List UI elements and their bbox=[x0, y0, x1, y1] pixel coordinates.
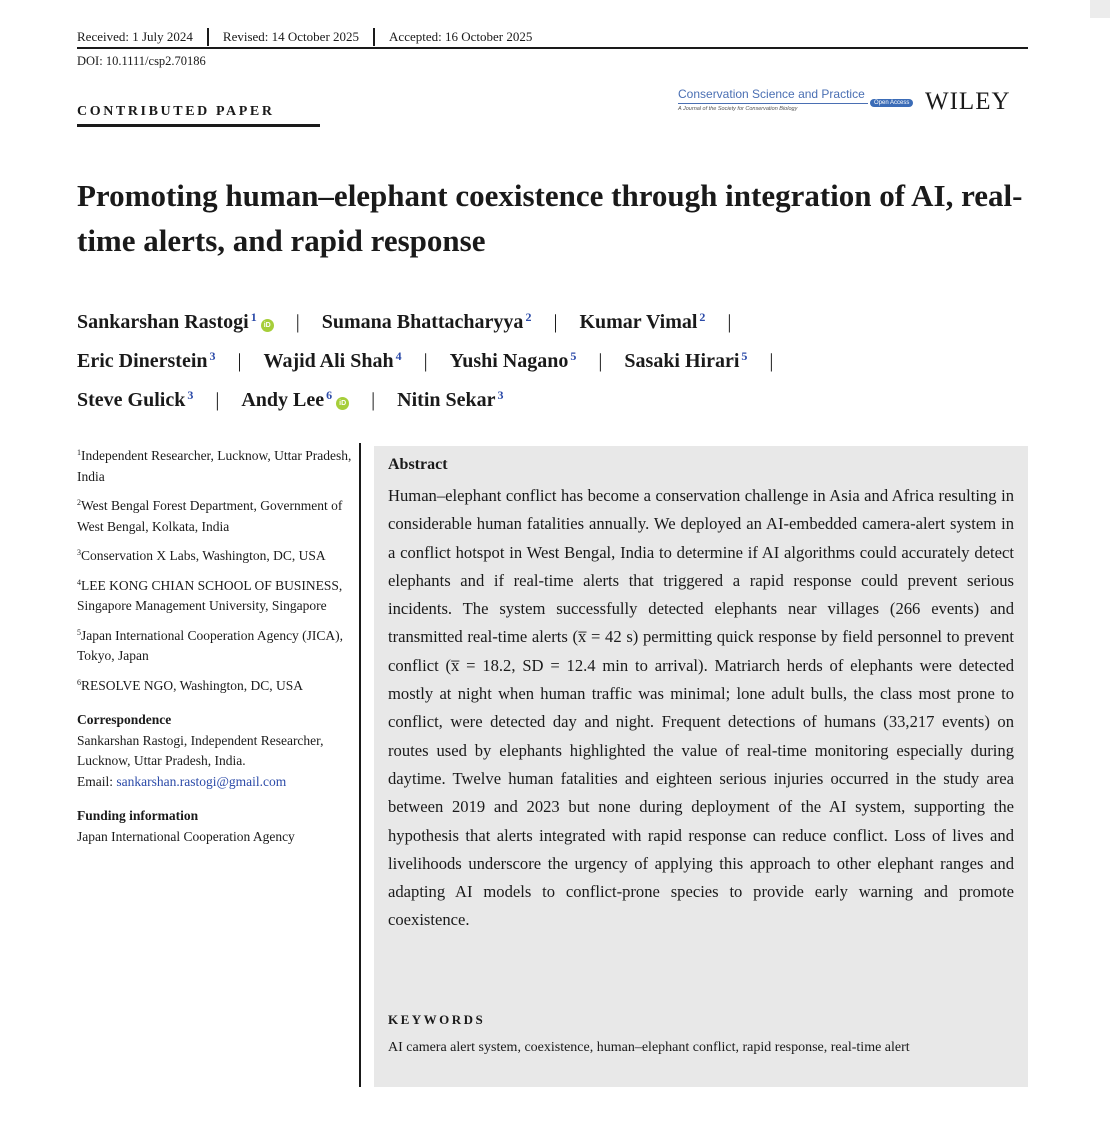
author[interactable]: Eric Dinerstein $^3$ bbox=[77, 349, 216, 372]
author-separator: | bbox=[371, 389, 376, 411]
abstract-box bbox=[374, 446, 1028, 1087]
affiliation: $^5$Japan International Cooperation Agency (JICA), Tokyo, Japan bbox=[77, 627, 344, 663]
affiliation: $^3$Conservation X Labs, Washington, DC, USA bbox=[77, 548, 326, 563]
publisher-logo: WILEY bbox=[925, 88, 1011, 115]
author-separator: | bbox=[423, 350, 428, 372]
author[interactable]: Steve Gulick $^3$ bbox=[77, 388, 194, 411]
received-date: Received: 1 July 2024 bbox=[77, 29, 193, 44]
revised-date: Revised: 14 October 2025 bbox=[222, 29, 360, 44]
open-access-badge: Open Access bbox=[870, 99, 913, 107]
affiliation: $^1$Independent Researcher, Lucknow, Uttar Pradesh, India bbox=[77, 448, 352, 484]
author-line bbox=[77, 339, 1037, 378]
doi[interactable]: DOI: 10.1111/csp2.70186 bbox=[77, 54, 206, 68]
author-line bbox=[77, 378, 1037, 417]
author-separator: | bbox=[598, 350, 603, 372]
author-line bbox=[77, 300, 1037, 339]
affiliation: $^4$LEE KONG CHIAN SCHOOL OF BUSINESS, Singapore Management University, Singapore bbox=[77, 577, 343, 613]
author-separator: | bbox=[769, 350, 774, 372]
funding-heading: Funding information bbox=[77, 808, 199, 823]
paper-type-underline bbox=[77, 124, 320, 127]
journal-name: Conservation Science and Practice bbox=[678, 87, 865, 101]
author-list bbox=[77, 300, 1037, 417]
left-column bbox=[77, 443, 352, 847]
author[interactable]: Sasaki Hirari $^5$ bbox=[624, 349, 748, 372]
journal-logo bbox=[678, 87, 908, 119]
correspondence-email-line bbox=[77, 772, 352, 793]
author[interactable]: Yushi Nagano $^5$ bbox=[449, 349, 577, 372]
abstract-heading: Abstract bbox=[388, 456, 448, 473]
abstract-text: Human–elephant conflict has become a conservation challenge in Asia and Africa resulting in considerable human fatalities annually. We deployed an AI-embedded camera-alert system in a conflict hotspot in West Bengal, India to determine if AI algorithms could accurately detect elephants and if real-time alerts that triggered a rapid response could prevent serious incidents. The system successfully detected elephants near villages (266 events) and transmitted real-time alerts (x̅ = 42 s) permitting quick response by field personnel to prevent conflict (x̅ = 18.2, SD = 12.4 min to arrival). Matriarch herds of elephants were detected mostly at night when human traffic was minimal; lone adult bulls, the class most prone to conflict, were detected day and night. Frequent detections of humans (33,217 events) on routes used by elephants highlighted the value of real-time monitoring especially during daytime. Twelve human fatalities and eighteen serious injuries occurred in the study area between 2019 and 2023 but none during deployment of the AI system, supporting the hypothesis that alerts integrated with rapid response can reduce conflict. Loss of lives and livelihoods underscore the urgency of applying this approach to other elephant ranges and adapting AI models to conflict-prone species to provide early warning and promote coexistence. bbox=[388, 486, 1014, 930]
publication-dates bbox=[77, 28, 546, 46]
author[interactable]: Kumar Vimal $^2$ bbox=[579, 310, 706, 333]
journal-subtitle: A Journal of the Society for Conservation Biology bbox=[678, 106, 798, 112]
corner-mark bbox=[1090, 0, 1110, 18]
paper-type: CONTRIBUTED PAPER bbox=[77, 104, 275, 119]
column-divider bbox=[359, 443, 361, 1087]
author-separator: | bbox=[215, 389, 220, 411]
paper-title: Promoting human–elephant coexistence through integration of AI, real-time alerts, and rapid response bbox=[77, 178, 1023, 258]
author-separator: | bbox=[553, 311, 558, 333]
author[interactable]: Sankarshan Rastogi $^1$iD bbox=[77, 311, 274, 333]
author[interactable]: Sumana Bhattacharyya $^2$ bbox=[321, 310, 532, 333]
keywords-text: AI camera alert system, coexistence, human–elephant conflict, rapid response, real-time alert bbox=[388, 1040, 910, 1055]
author-separator: | bbox=[727, 311, 732, 333]
author-separator: | bbox=[295, 311, 300, 333]
author[interactable]: Nitin Sekar $^3$ bbox=[397, 388, 504, 411]
correspondence-heading: Correspondence bbox=[77, 712, 172, 727]
accepted-date: Accepted: 16 October 2025 bbox=[389, 29, 533, 44]
email-link[interactable]: sankarshan.rastogi@gmail.com bbox=[116, 773, 287, 789]
author-separator: | bbox=[237, 350, 242, 372]
author[interactable]: Andy Lee $^6$iD bbox=[241, 389, 349, 411]
keywords-heading: KEYWORDS bbox=[388, 1012, 486, 1027]
header-rule bbox=[77, 47, 1028, 49]
funding-text: Japan International Cooperation Agency bbox=[77, 828, 295, 844]
affiliation: $^2$West Bengal Forest Department, Government of West Bengal, Kolkata, India bbox=[77, 498, 343, 534]
journal-logo-line bbox=[678, 103, 868, 104]
author[interactable]: Wajid Ali Shah $^4$ bbox=[263, 349, 402, 372]
affiliation: $^6$RESOLVE NGO, Washington, DC, USA bbox=[77, 677, 304, 693]
orcid-icon[interactable]: iD bbox=[261, 319, 274, 332]
correspondence-text: Sankarshan Rastogi, Independent Researcher, Lucknow, Uttar Pradesh, India. bbox=[77, 732, 324, 768]
orcid-icon[interactable]: iD bbox=[336, 397, 349, 410]
email-label: Email: bbox=[77, 773, 113, 789]
